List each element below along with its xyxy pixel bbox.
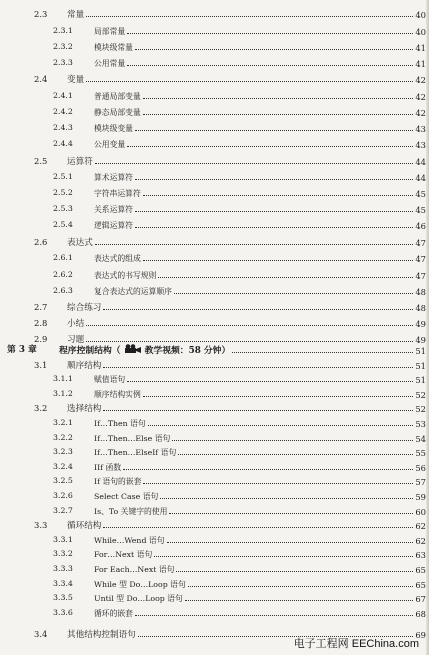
- toc-entry-title: [94, 463, 123, 473]
- toc-entry-title-text: 顺序结构实例: [94, 389, 141, 399]
- toc-entry-title-text: 其他结构控制语句: [67, 630, 136, 640]
- toc-entry-number: 3.2.6: [53, 491, 73, 500]
- toc-entry-page: 62: [415, 535, 426, 546]
- toc-entry-page: 53: [415, 419, 426, 429]
- toc-entry: [0, 459, 429, 473]
- toc-entry-title: [94, 419, 148, 429]
- toc-entry-title-text: If…Then…ElseIf 语句: [94, 448, 177, 458]
- toc-entry-title: [94, 173, 135, 183]
- toc-entry-number: 2.4.4: [53, 139, 73, 148]
- dot-leader: [167, 542, 414, 543]
- toc-entry-number: 2.4.1: [53, 91, 73, 100]
- toc-entry-title-text: 小结: [67, 319, 85, 329]
- toc-entry-title-text: 模块级变量: [94, 124, 133, 133]
- toc-entry-page: 44: [415, 173, 426, 183]
- toc-entry-page: 47: [415, 271, 426, 281]
- toc-entry-title-text: 算术运算符: [94, 173, 133, 182]
- dot-leader: [154, 556, 413, 557]
- toc-entry: [0, 185, 429, 199]
- dot-leader: [135, 211, 413, 212]
- toc-entry-title: [67, 10, 86, 20]
- toc-entry-number: 3.1: [34, 359, 48, 370]
- toc-entry-page: 55: [415, 448, 426, 459]
- toc-entry-page: 51: [415, 360, 426, 371]
- toc-entry-page: 44: [415, 157, 426, 167]
- toc-entry-title: [94, 580, 188, 590]
- video-camera-icon: [124, 344, 142, 354]
- toc-entry: [0, 23, 429, 37]
- toc-entry-number: 2.8: [34, 318, 48, 328]
- toc-entry: [0, 444, 429, 458]
- toc-entry: [0, 561, 429, 575]
- toc-entry-number: 3.3.2: [53, 549, 73, 559]
- toc-entry-number: 3.1.1: [53, 374, 73, 384]
- toc-entry-title-text: 常量: [67, 10, 85, 20]
- toc-entry-title-text: 表达式的组成: [94, 254, 141, 263]
- toc-entry-page: 48: [415, 287, 426, 297]
- toc-entry-page: 56: [415, 462, 426, 473]
- dot-leader: [143, 114, 414, 115]
- toc-entry-number: 2.6: [34, 237, 48, 247]
- toc-entry-title: [67, 521, 103, 531]
- toc-entry-page: 42: [415, 75, 426, 85]
- dot-leader: [103, 527, 413, 528]
- toc-entry-number: 2.7: [34, 302, 48, 312]
- watermark: 电子工程网 EEChina.com: [293, 638, 419, 650]
- toc-entry-number: 第 3 章: [7, 345, 37, 355]
- dot-leader: [143, 195, 414, 196]
- toc-entry-number: 3.2.1: [53, 418, 73, 427]
- toc-entry-title-text: 复合表达式的运算顺序: [94, 287, 172, 296]
- toc-entry: [0, 473, 429, 487]
- toc-entry-page: 40: [415, 10, 426, 20]
- toc-entry-page: 63: [415, 550, 426, 561]
- toc-entry-page: 67: [415, 594, 426, 605]
- toc-entry-number: 3.2.5: [53, 476, 73, 486]
- toc-entry-title: [94, 221, 135, 231]
- toc-entry: [0, 386, 429, 400]
- toc-entry-title: [94, 536, 167, 546]
- toc-entry: [0, 342, 429, 356]
- dot-leader: [174, 293, 413, 294]
- dot-leader: [148, 425, 414, 426]
- toc-entry: [0, 488, 429, 502]
- toc-entry-title-text: 逻辑运算符: [94, 221, 133, 230]
- toc-entry-title-text: For…Next 语句: [94, 550, 153, 560]
- toc-entry-number: 3.3: [34, 520, 48, 531]
- toc-entry-title-text: IIf 函数: [94, 462, 122, 472]
- toc-entry-title: [94, 124, 135, 134]
- toc-entry-title-text: If 语句的嵌套: [94, 477, 142, 487]
- dot-leader: [135, 49, 413, 50]
- toc-entry-title: [94, 254, 143, 264]
- toc-entry: [0, 6, 429, 20]
- toc-entry: [0, 430, 429, 444]
- toc-entry-title-text: 表达式: [67, 238, 93, 248]
- dot-leader: [95, 163, 414, 164]
- toc-entry-title: [94, 43, 135, 53]
- dot-leader: [127, 381, 413, 382]
- toc-entry-number: 2.6.2: [53, 270, 73, 279]
- toc-entry-number: 2.3.1: [53, 26, 73, 35]
- toc-entry-title: [94, 477, 143, 487]
- toc-entry-number: 3.1.2: [53, 388, 73, 398]
- toc-entry: [0, 371, 429, 385]
- toc-entry: [0, 136, 429, 150]
- toc-entry-title-text: 局部常量: [94, 27, 126, 36]
- toc-entry-page: 42: [415, 108, 426, 118]
- toc-entry-title: [67, 361, 103, 371]
- toc-entry-page: 59: [415, 492, 426, 502]
- dot-leader: [158, 277, 413, 278]
- toc-entry-title: [94, 108, 143, 118]
- dot-leader: [143, 98, 414, 99]
- toc-entry-title-text: 选择结构: [67, 404, 102, 415]
- toc-entry-page: 47: [415, 254, 426, 264]
- toc-entry-page: 45: [415, 189, 426, 199]
- dot-leader: [188, 586, 414, 587]
- toc-entry-title-text: If…Then 语句: [94, 419, 146, 428]
- dot-leader: [176, 571, 413, 572]
- toc-entry-title: [67, 75, 86, 85]
- toc-entry-page: 41: [415, 59, 426, 69]
- dot-leader: [127, 146, 413, 147]
- toc-entry: [0, 357, 429, 371]
- toc-entry-number: 2.4.3: [53, 123, 73, 132]
- toc-entry: [0, 517, 429, 531]
- toc-entry-title-text: 静态局部变量: [94, 108, 141, 117]
- toc-entry-title-text: 变量: [67, 75, 85, 85]
- toc-entry-page: 41: [415, 43, 426, 53]
- toc-entry-title: [67, 630, 138, 640]
- toc-entry-number: 2.3: [34, 9, 48, 19]
- dot-leader: [172, 440, 413, 441]
- dot-leader: [127, 65, 413, 66]
- toc-entry-title: [94, 27, 127, 37]
- toc-entry-title: [94, 434, 172, 444]
- toc-entry-number: 3.3.1: [53, 534, 73, 544]
- toc-entry-title: [94, 565, 176, 575]
- toc-entry: [0, 88, 429, 102]
- toc-entry-page: 49: [415, 319, 426, 329]
- toc-entry-title-text: 表达式的书写规则: [94, 271, 157, 280]
- toc-entry-page: 40: [415, 27, 426, 37]
- toc-entry-number: 2.5: [34, 156, 48, 166]
- toc-entry-title-suffix: 教学视频：58 分钟）: [144, 346, 231, 356]
- toc-entry-title: [94, 507, 169, 517]
- dot-leader: [143, 260, 414, 261]
- toc-entry-number: 2.5.4: [53, 220, 73, 229]
- toc-entry-number: 2.6.1: [53, 253, 73, 262]
- toc-entry-page: 47: [415, 238, 426, 248]
- toc-entry-title-text: 模块级常量: [94, 43, 133, 52]
- toc-entry: [0, 503, 429, 517]
- toc-entry-number: 2.5.3: [53, 204, 73, 213]
- toc-entry: [0, 576, 429, 590]
- toc-entry: [0, 590, 429, 604]
- toc-entry: [0, 234, 429, 248]
- toc-entry-number: 3.2.3: [53, 447, 73, 457]
- dot-leader: [135, 179, 413, 180]
- toc-entry-title: [67, 157, 95, 167]
- toc-entry-title: [94, 59, 127, 69]
- toc-entry: [0, 605, 429, 619]
- toc-entry-page: 43: [415, 124, 426, 134]
- toc-entry-title: [67, 238, 95, 248]
- toc-entry-number: 3.4: [34, 629, 48, 639]
- dot-leader: [169, 513, 413, 514]
- toc-entry-title: [67, 319, 86, 329]
- dot-leader: [185, 600, 413, 601]
- toc-entry-title-text: 循环的嵌套: [94, 608, 133, 618]
- toc-entry: [0, 315, 429, 329]
- dot-leader: [103, 309, 413, 310]
- toc-entry-page: 52: [415, 389, 426, 400]
- toc-entry: [0, 532, 429, 546]
- toc-entry: [0, 120, 429, 134]
- toc-entry-title-text: Select Case 语句: [94, 492, 159, 501]
- toc-entry-title-text: 字符串运算符: [94, 189, 141, 198]
- toc-entry: [0, 71, 429, 85]
- toc-entry-page: 65: [415, 565, 426, 575]
- toc-entry-title-text: 顺序结构: [67, 360, 102, 371]
- toc-entry-title: [94, 205, 135, 215]
- toc-entry: [0, 415, 429, 429]
- toc-entry: [0, 201, 429, 215]
- toc-entry-number: 3.2: [34, 403, 48, 414]
- toc-entry-title-text: 循环结构: [67, 521, 102, 532]
- toc-entry-page: 45: [415, 205, 426, 215]
- toc-entry: [0, 299, 429, 313]
- toc-entry-title: [94, 594, 185, 604]
- dot-leader: [95, 244, 414, 245]
- toc-entry-number: 2.3.3: [53, 58, 73, 67]
- toc-entry-number: 3.3.3: [53, 564, 73, 573]
- toc-entry-title: [94, 92, 143, 102]
- toc-entry-number: 2.5.2: [53, 188, 73, 197]
- toc-entry-number: 2.3.2: [53, 42, 73, 51]
- toc-entry-title: [94, 550, 154, 560]
- toc-entry-page: 60: [415, 506, 426, 517]
- toc-entry-page: 52: [415, 404, 426, 415]
- toc-entry-title-text: While…Wend 语句: [94, 535, 165, 545]
- dot-leader: [135, 615, 413, 616]
- toc-entry-title: [67, 303, 103, 313]
- toc-entry-page: 68: [415, 608, 426, 619]
- toc-entry-page: 43: [415, 140, 426, 150]
- toc-entry-title: [94, 189, 143, 199]
- toc-entry-page: 42: [415, 92, 426, 102]
- toc-entry-page: 69: [415, 630, 426, 640]
- toc-entry: [0, 169, 429, 183]
- dot-leader: [127, 33, 413, 34]
- toc-entry-number: 2.4: [34, 74, 48, 84]
- dot-leader: [135, 130, 413, 131]
- toc-entry-title: [94, 271, 158, 281]
- toc-entry-title-text: If…Then…Else 语句: [94, 433, 171, 443]
- toc-entry: [0, 546, 429, 560]
- dot-leader: [160, 498, 413, 499]
- toc-entry-title: [94, 375, 127, 385]
- toc-entry-page: 65: [415, 579, 426, 590]
- toc-entry-number: 3.3.5: [53, 593, 73, 603]
- toc-entry-number: 2.6.3: [53, 286, 73, 295]
- toc-entry-title: [94, 287, 174, 297]
- toc-entry-title: [94, 390, 143, 400]
- toc-entry-page: 62: [415, 521, 426, 532]
- toc-entry-title-text: 公用常量: [94, 59, 126, 68]
- toc-entry-title-text: Is、To 关键字的使用: [94, 506, 168, 516]
- toc-entry-title-text: 普通局部变量: [94, 92, 141, 101]
- toc-entry-title: [59, 344, 232, 356]
- toc-entry-page: 49: [415, 335, 426, 345]
- dot-leader: [103, 410, 413, 411]
- toc-entry-page: 51: [415, 375, 426, 386]
- toc-entry: [0, 153, 429, 167]
- toc-entry-number: 3.2.4: [53, 461, 73, 471]
- toc-entry: [0, 217, 429, 231]
- toc-entry: [0, 400, 429, 414]
- dot-leader: [143, 396, 414, 397]
- toc-entry-title-text: Until 型 Do…Loop 语句: [94, 594, 183, 604]
- toc-entry-page: 51: [415, 346, 426, 356]
- toc-entry-title: [94, 448, 178, 458]
- dot-leader: [86, 16, 413, 17]
- toc-entry-title: [94, 140, 127, 150]
- toc-entry-number: 2.9: [34, 334, 48, 344]
- toc-entry-number: 3.3.6: [53, 607, 73, 617]
- dot-leader: [123, 469, 413, 470]
- toc-entry-title-text: 习题: [67, 335, 85, 345]
- toc-entry-title: [94, 492, 160, 502]
- toc-entry-number: 2.4.2: [53, 107, 73, 116]
- toc-entry: [0, 267, 429, 281]
- toc-entry-number: 3.2.7: [53, 505, 73, 515]
- toc-entry-title-text: 关系运算符: [94, 205, 133, 214]
- toc-entry-title-text: 公用变量: [94, 140, 126, 149]
- toc-entry-title-text: 综合练习: [67, 303, 102, 313]
- toc-entry-page: 57: [415, 477, 426, 488]
- toc-entry-title-text: While 型 Do…Loop 语句: [94, 579, 186, 589]
- toc-entry-title-text: 程序控制结构（: [59, 346, 121, 356]
- toc-entry-number: 3.3.4: [53, 578, 73, 588]
- toc-entry: [0, 39, 429, 53]
- dot-leader: [86, 325, 413, 326]
- toc-entry-title: [94, 609, 135, 619]
- toc-entry: [0, 250, 429, 264]
- toc-entry: [0, 283, 429, 297]
- toc-entry: [0, 55, 429, 69]
- dot-leader: [232, 352, 413, 353]
- dot-leader: [103, 367, 413, 368]
- dot-leader: [86, 81, 413, 82]
- toc-entry-number: 3.2.2: [53, 432, 73, 442]
- toc-entry-page: 54: [415, 433, 426, 444]
- dot-leader: [135, 227, 413, 228]
- dot-leader: [178, 454, 413, 455]
- toc-entry-title-text: 赋值语句: [94, 375, 126, 385]
- toc-entry-title-text: 运算符: [67, 157, 93, 167]
- toc-entry-page: 48: [415, 303, 426, 313]
- toc-entry-title: [67, 404, 103, 414]
- toc-entry-page: 46: [415, 221, 426, 231]
- toc-entry-number: 2.5.1: [53, 172, 73, 181]
- dot-leader: [143, 483, 413, 484]
- toc-entry-title-text: For Each…Next 语句: [94, 565, 175, 574]
- toc-entry: [0, 104, 429, 118]
